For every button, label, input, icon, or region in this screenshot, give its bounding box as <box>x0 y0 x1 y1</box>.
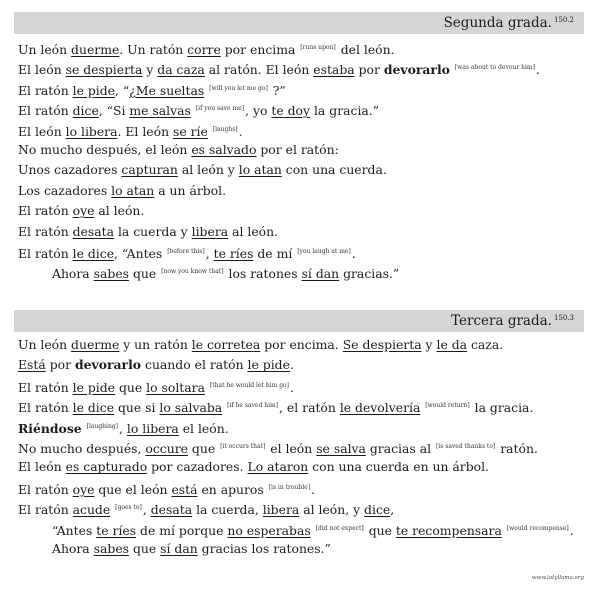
text-segment <box>208 124 212 139</box>
text-segment: No mucho después, <box>18 440 146 456</box>
underlined-verb: te ríes <box>213 245 254 261</box>
text-segment: gracias.” <box>339 266 400 282</box>
text-segment: de mí porque <box>136 522 228 538</box>
section-header-tercera <box>14 310 584 332</box>
underlined-verb: le da <box>436 337 468 352</box>
text-segment: . <box>311 481 315 497</box>
text-line <box>18 335 592 355</box>
text-segment <box>311 523 315 538</box>
text-segment <box>191 103 195 118</box>
text-line <box>18 355 592 375</box>
underlined-verb: te ríes <box>96 522 137 538</box>
underlined-verb: acude <box>72 502 111 518</box>
text-segment: la cuerda y <box>114 223 192 239</box>
text-line <box>18 376 592 396</box>
text-segment: en apuros <box>197 481 268 497</box>
text-line <box>18 437 592 457</box>
text-segment: Un león <box>18 337 72 352</box>
text-segment: . <box>535 62 540 78</box>
underlined-verb: capturan <box>121 162 178 178</box>
gloss-annotation: [before this] <box>167 247 205 255</box>
text-segment: a un árbol. <box>154 182 227 198</box>
text-segment: . El león <box>117 123 173 139</box>
text-segment: El león <box>18 459 66 475</box>
gloss-annotation: [now you know that] <box>161 268 224 276</box>
underlined-verb: desata <box>150 502 193 518</box>
underlined-verb: le pide <box>247 357 290 373</box>
underlined-verb: corre <box>187 42 221 57</box>
underlined-verb: se salva <box>316 440 366 456</box>
text-segment: , yo <box>245 103 272 119</box>
text-line <box>18 396 592 416</box>
gloss-annotation: [that he would let him go] <box>209 381 290 389</box>
text-segment: El ratón <box>18 223 73 239</box>
gloss-annotation: [is saved thanks to] <box>436 442 496 450</box>
underlined-verb: lo libera <box>65 123 118 139</box>
underlined-verb: está <box>171 481 198 497</box>
text-segment: “Antes <box>52 522 97 538</box>
gloss-annotation: [did not expect] <box>315 524 364 532</box>
text-segment: El león <box>18 123 66 139</box>
text-segment: Unos cazadores <box>18 162 122 178</box>
text-segment <box>205 380 209 395</box>
underlined-verb: dice <box>364 502 391 518</box>
footer-url: www.latyllama.org <box>531 575 584 581</box>
text-line <box>18 498 592 518</box>
gloss-annotation: [laughing] <box>86 422 119 430</box>
text-line <box>18 38 592 58</box>
underlined-verb: libera <box>191 223 229 239</box>
underlined-verb: sabes <box>93 266 130 282</box>
text-segment: que <box>129 540 161 556</box>
text-segment: ?” <box>268 82 286 98</box>
text-segment: la cuerda, <box>192 502 263 518</box>
underlined-verb: te recompensara <box>395 522 502 538</box>
text-line <box>18 222 592 242</box>
text-line <box>18 457 592 477</box>
text-segment: El ratón <box>18 245 73 261</box>
text-segment: de mí <box>253 245 297 261</box>
underlined-verb: le dice <box>72 245 115 261</box>
underlined-verb: es capturado <box>65 459 148 475</box>
text-segment: por el ratón: <box>256 141 339 157</box>
text-segment: . <box>290 379 294 395</box>
text-segment: . <box>289 357 294 373</box>
text-segment: No mucho después, el león <box>18 141 192 157</box>
text-segment: ratón. <box>496 440 538 456</box>
text-segment: al león y <box>177 162 239 178</box>
gloss-annotation: [will you let me go] <box>209 84 268 92</box>
text-line <box>18 519 592 539</box>
text-segment <box>450 62 454 77</box>
text-segment: , <box>205 245 214 261</box>
text-segment: con una cuerda en un árbol. <box>308 459 489 475</box>
underlined-verb: oye <box>72 203 95 219</box>
text-segment: que <box>364 522 396 538</box>
text-line <box>18 160 592 180</box>
underlined-verb: da caza <box>157 62 205 78</box>
text-segment: por cazadores. <box>147 459 248 475</box>
text-segment: al ratón. El león <box>204 62 314 78</box>
text-segment: por encima <box>220 42 300 57</box>
text-segment: por encima. <box>260 337 343 352</box>
underlined-verb: lo atan <box>111 182 155 198</box>
text-segment: que <box>115 379 147 395</box>
section-title: Tercera grada. $^{150.3}$ <box>451 313 574 329</box>
underlined-verb: le pide <box>72 379 116 395</box>
text-line <box>18 120 592 140</box>
text-segment: Ahora <box>52 540 94 556</box>
gloss-annotation: [if you save me] <box>195 105 245 113</box>
gloss-annotation: [runs upon] <box>300 44 336 51</box>
section-number: 150.2 <box>553 16 574 24</box>
text-segment: gracias los ratones.” <box>197 540 331 556</box>
gloss-annotation: [if he saved him] <box>227 402 279 410</box>
underlined-verb: estaba <box>313 62 355 78</box>
text-segment: , “ <box>115 82 130 98</box>
underlined-verb: lo libera <box>126 420 179 436</box>
text-segment: El ratón <box>18 379 73 395</box>
text-segment: El ratón <box>18 203 73 219</box>
underlined-verb: se ríe <box>173 123 208 139</box>
underlined-verb: lo soltara <box>146 379 205 395</box>
gloss-annotation: [laughs] <box>212 125 238 133</box>
bold-word: Riéndose <box>18 420 82 436</box>
underlined-verb: dice <box>72 103 99 119</box>
gloss-annotation: [goes to] <box>115 504 142 512</box>
underlined-verb: me salvas <box>129 103 191 119</box>
text-line <box>18 99 592 119</box>
underlined-verb: le dice <box>72 400 115 416</box>
text-segment <box>420 400 424 415</box>
underlined-verb: te doy <box>271 103 311 119</box>
section-title: Segunda grada. $^{150.2}$ <box>443 15 574 31</box>
underlined-verb: occure <box>145 440 188 456</box>
text-segment: Ahora <box>52 266 94 282</box>
text-line <box>18 242 592 262</box>
text-segment: Los cazadores <box>18 182 112 198</box>
text-segment: al león. <box>228 223 279 239</box>
text-line <box>18 262 592 282</box>
text-segment: al león. <box>94 203 145 219</box>
underlined-verb: sí dan <box>301 266 340 282</box>
text-segment: , “Antes <box>114 245 167 261</box>
text-segment: El ratón <box>18 502 73 518</box>
text-segment: El león <box>18 62 66 78</box>
text-segment: . Un ratón <box>119 42 188 57</box>
underlined-verb: es salvado <box>191 141 257 157</box>
underlined-verb: le devolvería <box>339 400 421 416</box>
text-segment: . <box>238 123 243 139</box>
text-segment: , <box>142 502 151 518</box>
text-segment: la gracia.” <box>310 103 380 119</box>
underlined-verb: desata <box>72 223 115 239</box>
text-segment: del león. <box>336 42 395 57</box>
text-segment: El ratón <box>18 103 73 119</box>
text-segment: . <box>351 245 356 261</box>
text-line <box>18 58 592 78</box>
text-segment: El ratón <box>18 400 73 416</box>
underlined-verb: le pide <box>72 82 116 98</box>
gloss-annotation: [you laugh at me] <box>297 247 351 255</box>
bold-word: devorarlo <box>74 357 142 373</box>
text-segment <box>204 83 208 98</box>
underlined-verb: ¿Me sueltas <box>129 82 205 98</box>
gloss-annotation: [would return] <box>425 402 470 410</box>
text-segment: al león, y <box>299 502 365 518</box>
underlined-verb: Está <box>18 357 46 373</box>
text-segment: que <box>129 266 161 282</box>
tercera-grada-text <box>18 335 592 559</box>
text-segment: , “Si <box>98 103 130 119</box>
text-segment: la gracia. <box>470 400 534 416</box>
text-segment: , el ratón <box>279 400 340 416</box>
underlined-verb: Se despierta <box>342 337 422 352</box>
text-segment: que <box>187 440 220 456</box>
gloss-annotation: [would recompense] <box>506 524 569 532</box>
gloss-annotation: [was about to devour him] <box>454 64 535 72</box>
text-line <box>18 79 592 99</box>
text-segment: Un león <box>18 42 72 57</box>
text-segment: por <box>354 62 384 78</box>
text-line <box>18 417 592 437</box>
underlined-verb: le corretea <box>191 337 261 352</box>
text-segment: gracias al <box>365 440 435 456</box>
text-segment: . <box>569 522 574 538</box>
text-segment: los ratones <box>224 266 302 282</box>
text-segment: que si <box>114 400 160 416</box>
text-segment: , <box>390 502 395 518</box>
text-segment: El ratón <box>18 481 73 497</box>
text-line <box>18 478 592 498</box>
underlined-verb: Lo ataron <box>247 459 309 475</box>
text-segment: El ratón <box>18 82 73 98</box>
segunda-grada-text <box>18 38 592 283</box>
section-number: 150.3 <box>553 314 574 322</box>
gloss-annotation: [is in trouble] <box>268 483 311 491</box>
gloss-annotation: [it occurs that] <box>220 442 266 450</box>
text-segment: por <box>45 357 75 373</box>
text-segment: y <box>142 62 158 78</box>
text-segment: , <box>119 420 127 436</box>
underlined-verb: lo atan <box>238 162 282 178</box>
text-segment <box>82 421 86 436</box>
text-line <box>18 181 592 201</box>
text-segment: con una cuerda. <box>281 162 387 178</box>
underlined-verb: sabes <box>93 540 130 556</box>
underlined-verb: sí dan <box>160 540 198 556</box>
underlined-verb: oye <box>72 481 95 497</box>
section-header-segunda <box>14 12 584 34</box>
underlined-verb: se despierta <box>65 62 143 78</box>
text-segment: que el león <box>94 481 172 497</box>
text-line <box>18 201 592 221</box>
underlined-verb: duerme <box>71 337 120 352</box>
text-segment <box>110 502 114 517</box>
text-segment <box>222 400 226 415</box>
underlined-verb: no esperabas <box>227 522 311 538</box>
text-segment: el león <box>266 440 317 456</box>
text-segment: caza. <box>467 337 504 352</box>
underlined-verb: lo salvaba <box>159 400 223 416</box>
text-segment: y <box>421 337 437 352</box>
underlined-verb: duerme <box>71 42 120 57</box>
text-line <box>18 140 592 160</box>
underlined-verb: libera <box>262 502 300 518</box>
text-line <box>18 539 592 559</box>
text-segment <box>502 523 506 538</box>
bold-word: devorarlo <box>383 62 450 78</box>
text-segment: y un ratón <box>119 337 192 352</box>
text-segment: el león. <box>178 420 229 436</box>
text-segment: cuando el ratón <box>141 357 248 373</box>
